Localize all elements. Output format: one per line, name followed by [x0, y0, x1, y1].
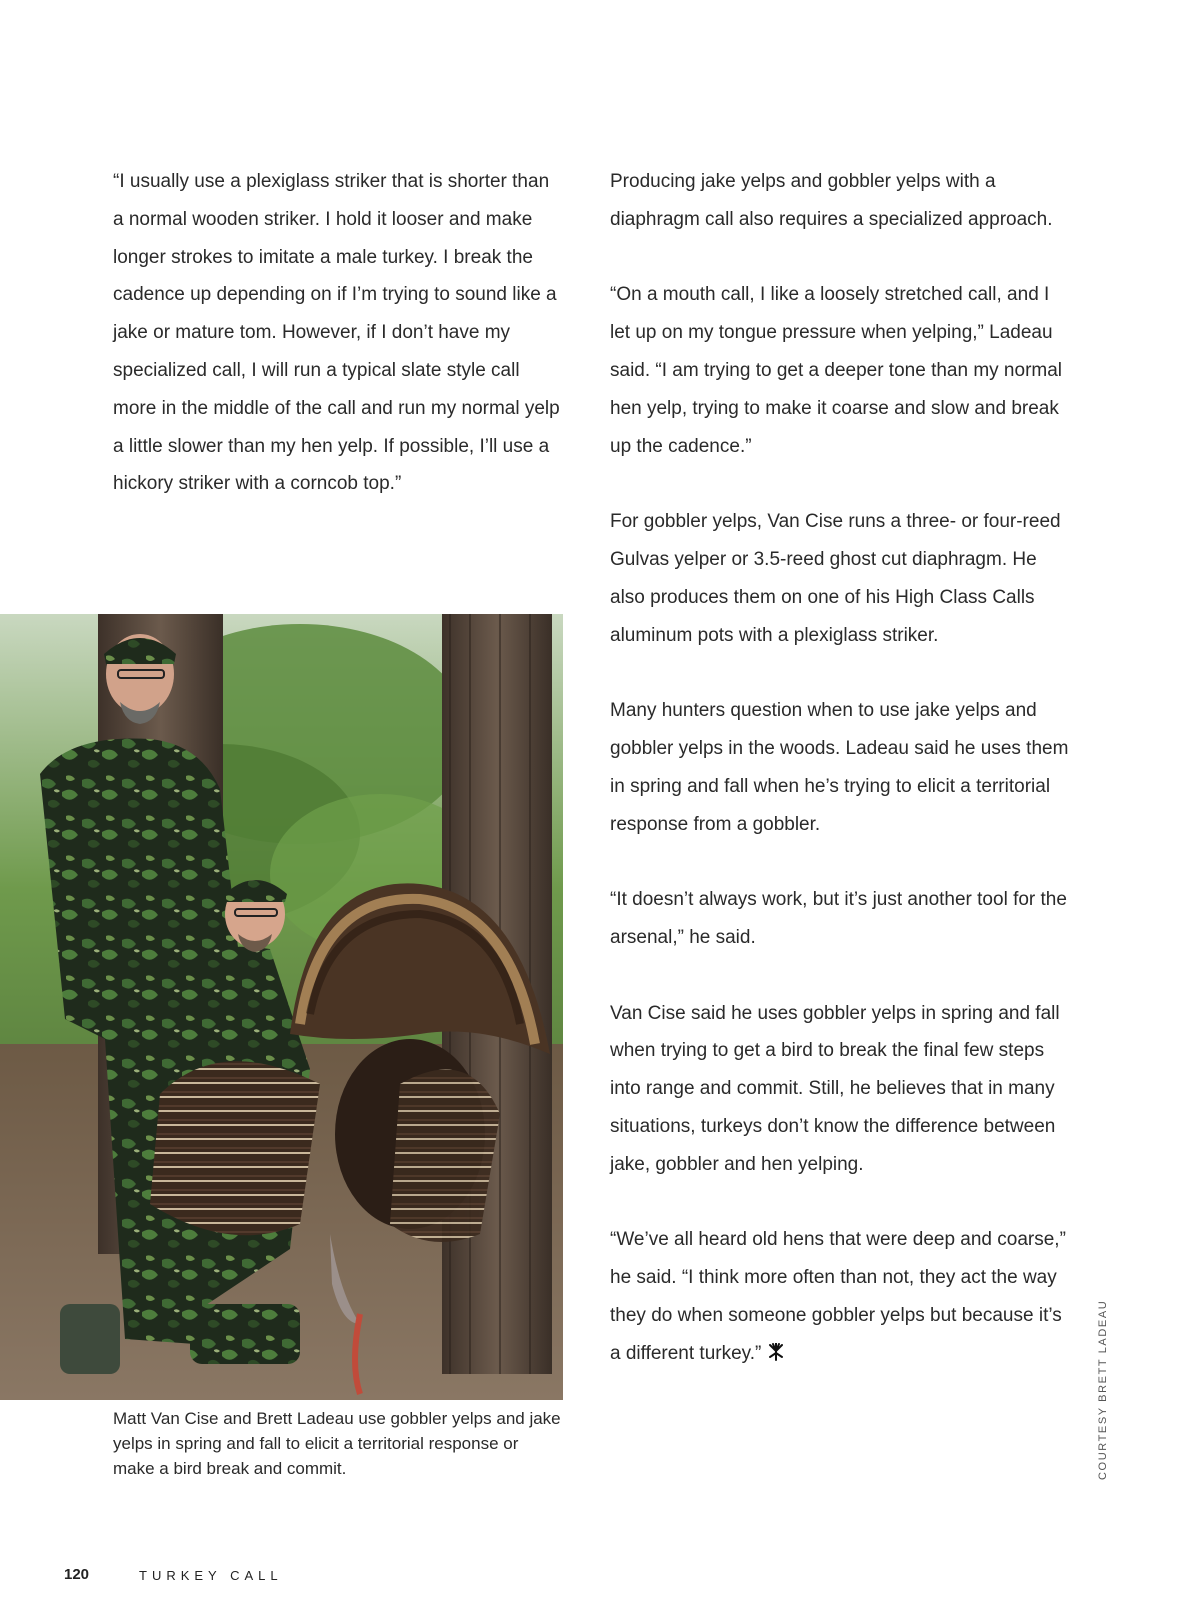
turkey-end-mark-icon — [767, 1343, 785, 1361]
right-column — [610, 163, 1070, 1373]
right-paragraph-7-text: “We’ve all heard old hens that were deep and coarse,” he said. “I think more often than not, they act the way they do when someone gobbler yelps but because it’s a different turkey.” — [610, 1229, 1066, 1364]
right-paragraph-1: Producing jake yelps and gobbler yelps with a diaphragm call also requires a specialized approach. — [610, 171, 1053, 230]
hunters-with-turkey-photo — [0, 614, 563, 1400]
right-paragraph-5: “It doesn’t always work, but it’s just another tool for the arsenal,” he said. — [610, 889, 1067, 948]
right-paragraph-4: Many hunters question when to use jake yelps and gobbler yelps in the woods. Ladeau said he uses them in spring and fall when he’s trying to elicit a territorial response from a gobbler. — [610, 700, 1069, 835]
right-paragraph-2: “On a mouth call, I like a loosely stretched call, and I let up on my tongue pressure when yelping,” Ladeau said. “I am trying to get a deeper tone than my normal hen yelp, trying to make it coarse and slow and break up the cadence.” — [610, 284, 1063, 457]
magazine-name: TURKEY CALL — [139, 1568, 283, 1583]
right-paragraph-7 — [610, 1221, 1070, 1372]
photo-caption: Matt Van Cise and Brett Ladeau use gobbler yelps and jake yelps in spring and fall to elicit a territorial response or make a bird break and commit. — [113, 1409, 561, 1478]
left-paragraph-1: “I usually use a plexiglass striker that is shorter than a normal wooden striker. I hold it looser and make longer strokes to imitate a male turkey. I break the cadence up depending on if I’m trying to sound like a jake or mature tom. However, if I don’t have my specialized call, I will run a typical slate style call more in the middle of the call and run my normal yelp a little slower than my hen yelp. If possible, I’ll use a hickory striker with a corncob top.” — [113, 171, 560, 495]
page-number: 120 — [64, 1566, 90, 1583]
right-paragraph-6: Van Cise said he uses gobbler yelps in spring and fall when trying to get a bird to break the final few steps into range and commit. Still, he believes that in many situations, turkeys don’t know the difference between jake, gobbler and hen yelping. — [610, 1002, 1060, 1175]
left-column — [113, 163, 563, 503]
right-paragraph-3: For gobbler yelps, Van Cise runs a three- or four-reed Gulvas yelper or 3.5-reed ghost cut diaphragm. He also produces them on one of his High Class Calls aluminum pots with a plexiglass striker. — [610, 511, 1061, 646]
photo-credit: COURTESY BRETT LADEAU — [1097, 1299, 1109, 1480]
